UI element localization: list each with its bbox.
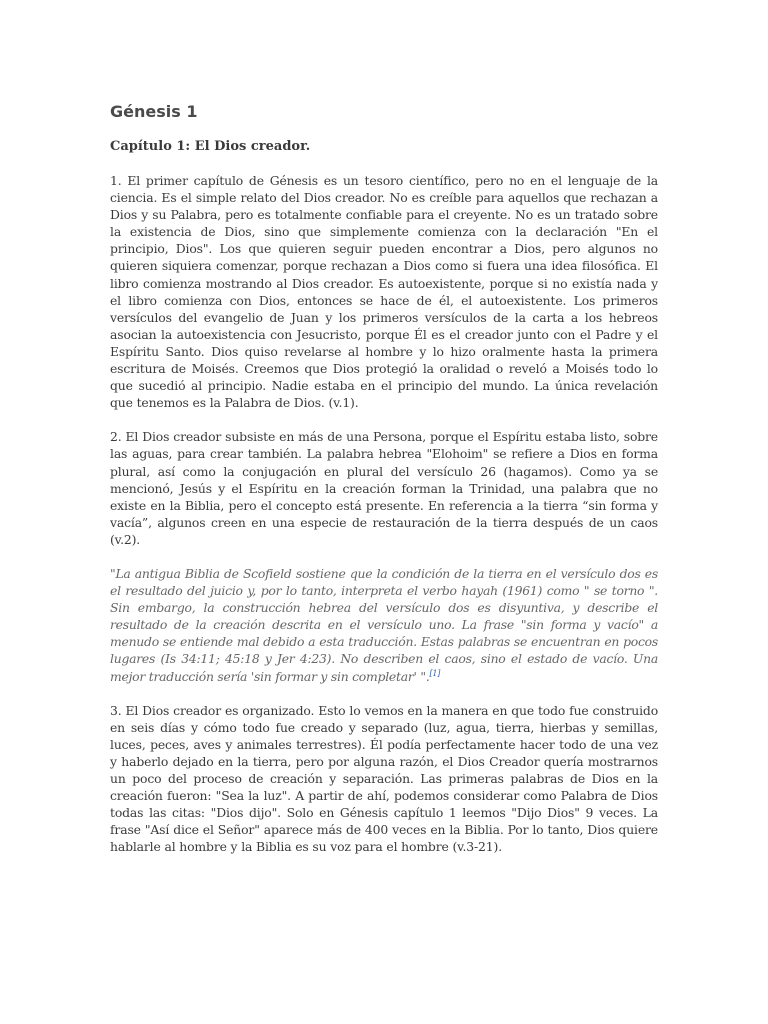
page-title: Génesis 1 (110, 102, 198, 121)
quote-text: "La antigua Biblia de Scofield sostiene que la condición de la tierra en el versículo dos es el resultado del juicio y, por lo tanto, interpreta el verbo hayah (1961) como " se torno ". Sin embargo, la construcción hebrea del versículo dos es disyuntiva, y describe el resultado de la creación descrita en el versículo uno. La frase "sin forma y vacío" a menudo se entiende mal debido a esta traducción. Estas palabras se encuentran en pocos lugares (Is 34:11; 45:18 y Jer 4:23). No describen el caos, sino el estado de vacío. Una mejor traducción sería 'sin formar y sin completar' ". (110, 565, 658, 684)
document-page (110, 100, 658, 872)
quote-block (110, 565, 658, 685)
paragraph-3: 3. El Dios creador es organizado. Esto lo vemos en la manera en que todo fue construido en seis días y cómo todo fue creado y separado (luz, agua, tierra, hierbas y semillas, luces, peces, aves y animales terrestres). Él podía perfectamente hacer todo de una vez y haberlo dejado en la tierra, pero por alguna razón, el Dios Creador quería mostrarnos un poco del proceso de creación y separación. Las primeras palabras de Dios en la creación fueron: "Sea la luz". A partir de ahí, podemos considerar como Palabra de Dios todas las citas: "Dios dijo". Solo en Génesis capítulo 1 leemos "Dijo Dios" 9 veces. La frase "Así dice el Señor" aparece más de 400 veces en la Biblia. Por lo tanto, Dios quiere hablarle al hombre y la Biblia es su voz para el hombre (v.3-21). (110, 702, 658, 855)
paragraph-1: 1. El primer capítulo de Génesis es un tesoro científico, pero no en el lenguaje de la ciencia. Es el simple relato del Dios creador. No es creíble para aquellos que rechazan a Dios y su Palabra, pero es totalmente confiable para el creyente. No es un tratado sobre la existencia de Dios, sino que simplemente comienza con la declaración "En el principio, Dios". Los que quieren seguir pueden encontrar a Dios, pero algunos no quieren siquiera comenzar, porque rechazan a Dios como si fuera una idea filosófica. El libro comienza mostrando al Dios creador. Es autoexistente, porque si no existía nada y el libro comienza con Dios, entonces se hace de él, el autoexistente. Los primeros versículos del evangelio de Juan y los primeros versículos de la carta a los hebreos asocian la autoexistencia con Jesucristo, porque Él es el creador junto con el Padre y el Espíritu Santo. Dios quiso revelarse al hombre y lo hizo oralmente hasta la primera escritura de Moisés. Creemos que Dios protegió la oralidad o reveló a Moisés todo lo que sucedió al principio. Nadie estaba en el principio del mundo. La única revelación que tenemos es la Palabra de Dios. (v.1). (110, 173, 658, 411)
chapter-heading: Capítulo 1: El Dios creador. (110, 139, 311, 154)
footnote-link[interactable]: [1] (429, 668, 441, 678)
paragraph-2: 2. El Dios creador subsiste en más de una Persona, porque el Espíritu estaba listo, sobre las aguas, para crear también. La palabra hebrea "Elohoim" se refiere a Dios en forma plural, así como la conjugación en plural del versículo 26 (hagamos). Como ya se mencionó, Jesús y el Espíritu en la creación forman la Trinidad, una palabra que no existe en la Biblia, pero el concepto está presente. En referencia a la tierra “sin forma y vacía”, algunos creen en una especie de restauración de la tierra después de un caos (v.2). (110, 429, 658, 547)
